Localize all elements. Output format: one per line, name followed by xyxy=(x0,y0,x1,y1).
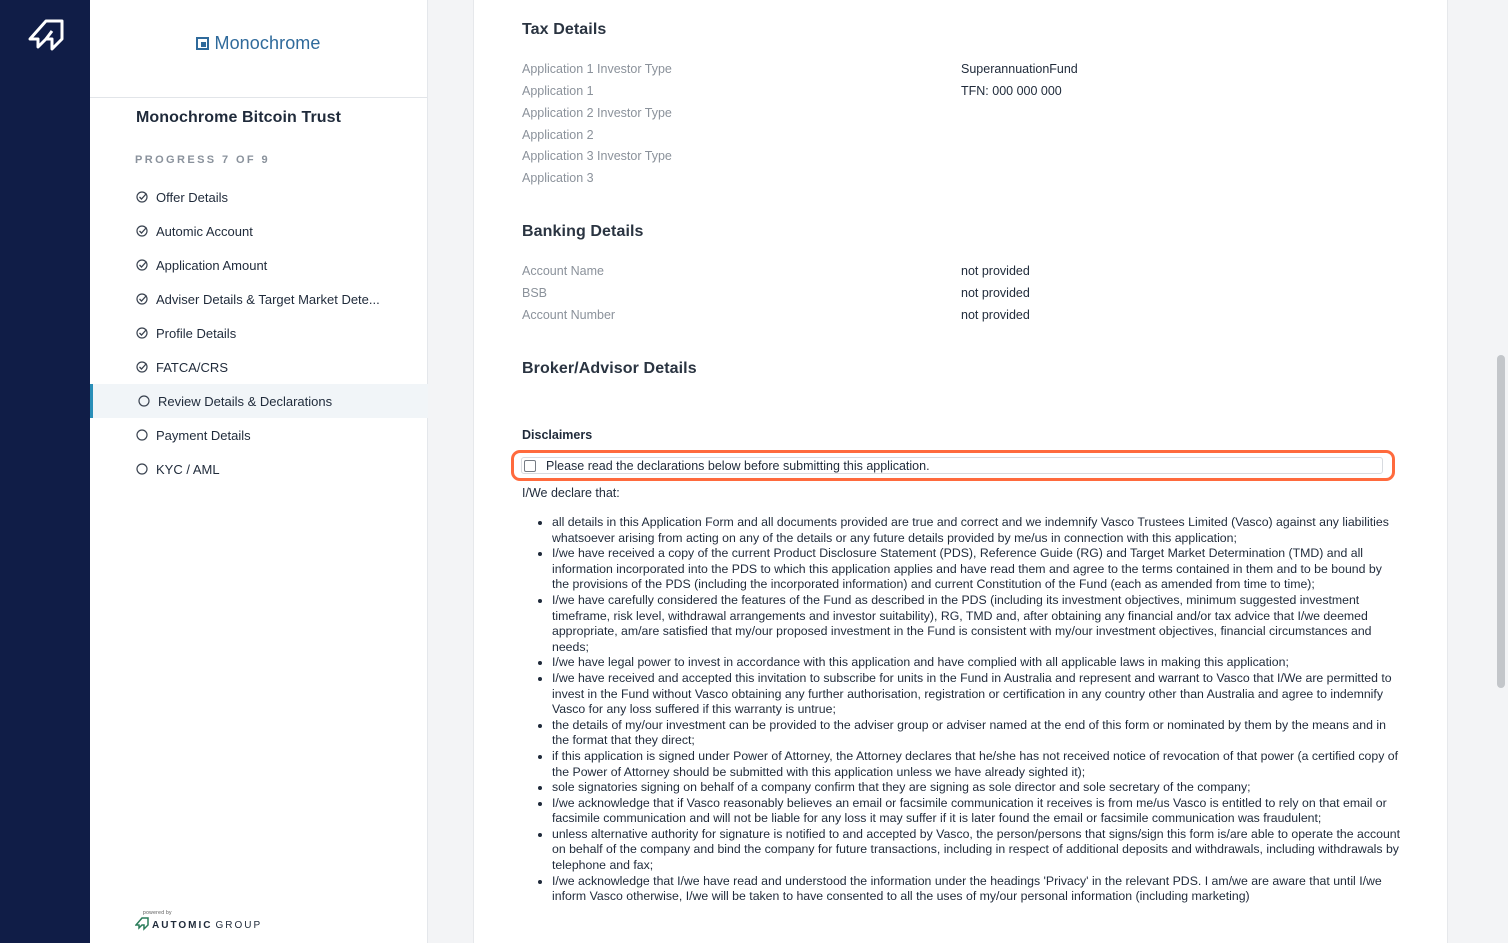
step-offer-details[interactable] xyxy=(90,180,428,214)
banking-value: not provided xyxy=(961,308,1030,322)
declaration-item: • unless alternative authority for signature is notified to and accepted by Vasco, the person/persons that signs/sign this form is/are able to operate the account on behalf of the company and bind the company for future transactions, including in respect of additional deposits and withdrawals, including withdrawals by telephone and fax; xyxy=(552,827,1402,874)
step-adviser-details[interactable] xyxy=(90,282,428,316)
declaration-item: • I/we acknowledge that I/we have read and understood the information under the headings 'Privacy' in the relevant PDS. I am/we are aware that until I/we inform Vasco otherwise, I/we will be taken to have consented to all the uses of my/our personal information (including marketing) xyxy=(552,874,1402,905)
banking-label: Account Name xyxy=(522,264,604,278)
tax-label: Application 3 Investor Type xyxy=(522,149,672,163)
brand-logo xyxy=(196,33,320,54)
offer-title: Monochrome Bitcoin Trust xyxy=(136,109,342,126)
check-circle-icon xyxy=(136,225,148,237)
declaration-item: • I/we have received and accepted this invitation to subscribe for units in the Fund in Australia and represent and warrant to Vasco that I/We are permitted to invest in the Fund without Vasco obtaining any further authorisation, registration or certification in any country other than Australia and agree to indemnify Vasco for any loss suffered if this warranty is untrue; xyxy=(552,671,1402,718)
step-kyc-aml[interactable] xyxy=(90,452,428,486)
check-circle-icon xyxy=(136,361,148,373)
step-review-declarations[interactable] xyxy=(90,384,428,418)
step-label: Application Amount xyxy=(156,257,268,273)
page-scrollbar[interactable] xyxy=(1494,0,1508,943)
check-circle-icon xyxy=(136,191,148,203)
banking-label: BSB xyxy=(522,286,548,300)
declaration-intro: I/We declare that: xyxy=(522,486,620,500)
declaration-item: • the details of my/our investment can be provided to the adviser group or adviser named at the end of this form or nominated by them by the means and in the format that they direct; xyxy=(552,718,1402,749)
check-circle-icon xyxy=(136,293,148,305)
tax-label: Application 2 Investor Type xyxy=(522,106,672,120)
tax-label: Application 1 Investor Type xyxy=(522,62,672,76)
brand-header xyxy=(90,0,427,98)
step-list xyxy=(90,180,428,486)
broker-details-title: Broker/Advisor Details xyxy=(522,360,697,377)
powered-by-word-group: GROUP xyxy=(215,920,263,931)
tax-label: Application 1 xyxy=(522,84,594,98)
step-application-amount[interactable] xyxy=(90,248,428,282)
declaration-item: • I/we acknowledge that if Vasco reasonably believes an email or facsimile communication it receives is from me/us Vasco is entitled to rely on that email or facsimile communication and will not be liable for any loss it may suffer if it is later found the email or facsimile communication was fraudulent; xyxy=(552,796,1402,827)
step-label: Automic Account xyxy=(156,223,253,239)
check-circle-icon xyxy=(136,327,148,339)
circle-icon xyxy=(138,395,150,407)
sidebar xyxy=(90,0,428,943)
powered-by-word-automic: AUTOMIC xyxy=(152,920,213,931)
circle-icon xyxy=(136,429,148,441)
check-circle-icon xyxy=(136,259,148,271)
automic-small-icon xyxy=(135,917,149,931)
tax-label: Application 3 xyxy=(522,171,594,185)
powered-by-logo xyxy=(135,910,263,931)
declaration-list xyxy=(552,515,1402,905)
circle-icon xyxy=(136,463,148,475)
step-label: Adviser Details & Target Market Dete... xyxy=(156,291,380,307)
automic-logo-icon[interactable] xyxy=(26,17,66,57)
declaration-item: • I/we have received a copy of the current Product Disclosure Statement (PDS), Reference Guide (RG) and Target Market Determination (TMD) and all information incorporated into the PDS to which this application applies and have read them and agree to the terms contained in them and to be bound by the provisions of the PDS (including the incorporated information) and current Constitution of the Fund (each as amended from time to time); xyxy=(552,546,1402,593)
progress-indicator: PROGRESS 7 OF 9 xyxy=(135,154,271,166)
declaration-item: • sole signatories signing on behalf of a company confirm that they are signing as sole director and sole secretary of the company; xyxy=(552,780,1402,796)
declaration-item: • if this application is signed under Power of Attorney, the Attorney declares that he/she has not received notice of revocation of that power (a certified copy of the Power of Attorney should be submitted with this application unless we have already sighted it); xyxy=(552,749,1402,780)
declaration-item: • all details in this Application Form and all documents provided are true and correct and we indemnify Vasco Trustees Limited (Vasco) against any liabilities whatsoever arising from acting on any of the details or any future details provided by me/us in connection with this application; xyxy=(552,515,1402,546)
disclaimer-checkbox[interactable] xyxy=(524,460,536,472)
banking-details-title: Banking Details xyxy=(522,223,644,240)
review-card xyxy=(473,0,1448,943)
disclaimers-title: Disclaimers xyxy=(522,428,593,442)
tax-value: SuperannuationFund xyxy=(961,62,1078,76)
step-label: Profile Details xyxy=(156,325,237,341)
step-label: Offer Details xyxy=(156,189,229,205)
banking-value: not provided xyxy=(961,286,1030,300)
monochrome-logo-icon xyxy=(196,37,209,50)
banking-value: not provided xyxy=(961,264,1030,278)
banking-label: Account Number xyxy=(522,308,616,322)
step-label: FATCA/CRS xyxy=(156,359,228,375)
step-fatca-crs[interactable] xyxy=(90,350,428,384)
powered-by-caption: powered by xyxy=(143,910,172,916)
scrollbar-thumb[interactable] xyxy=(1497,355,1505,688)
step-payment-details[interactable] xyxy=(90,418,428,452)
step-profile-details[interactable] xyxy=(90,316,428,350)
disclaimer-checkbox-label: Please read the declarations below before submitting this application. xyxy=(546,458,930,473)
declaration-item: • I/we have carefully considered the features of the Fund as described in the PDS (including its investment objectives, minimum suggested investment timeframe, risk level, withdrawal arrangements and investor suitability), RG, TMD and, after obtaining any financial and/or tax advice that I/we deemed appropriate, am/are satisfied that my/our proposed investment in the Fund is consistent with my/our investment objectives, financial circumstances and needs; xyxy=(552,593,1402,655)
step-label: Payment Details xyxy=(156,427,251,443)
step-label: KYC / AML xyxy=(156,461,220,477)
tax-value: TFN: 000 000 000 xyxy=(961,84,1062,98)
tax-label: Application 2 xyxy=(522,128,594,142)
tax-details-title: Tax Details xyxy=(522,21,607,38)
disclaimer-highlight xyxy=(511,450,1395,481)
brand-name: Monochrome xyxy=(214,33,321,53)
disclaimer-checkbox-row[interactable] xyxy=(521,457,1383,474)
step-label: Review Details & Declarations xyxy=(158,393,333,409)
step-automic-account[interactable] xyxy=(90,214,428,248)
app-rail xyxy=(0,0,90,943)
declaration-item: • I/we have legal power to invest in accordance with this application and have complied with all applicable laws in making this application; xyxy=(552,655,1402,671)
